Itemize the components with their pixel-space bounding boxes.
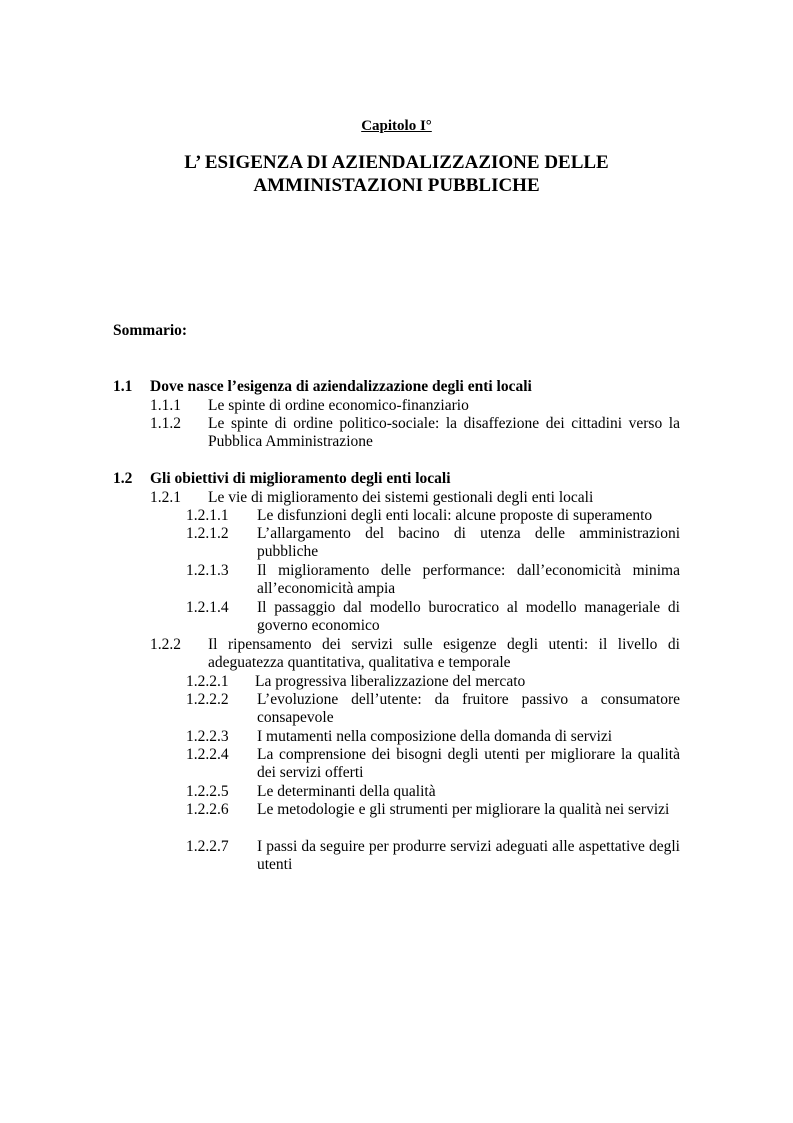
toc-number: 1.2.2.4 bbox=[186, 746, 229, 763]
toc-number: 1.2.1.2 bbox=[186, 525, 229, 542]
toc-number: 1.2.2.3 bbox=[186, 728, 229, 745]
toc-text: Il miglioramento delle performance: dall’economicità minima all’economicità ampia bbox=[257, 562, 680, 597]
toc-number: 1.2.2 bbox=[150, 636, 181, 653]
toc-number: 1.2.2.6 bbox=[186, 801, 229, 818]
toc-text: I mutamenti nella composizione della domanda di servizi bbox=[257, 728, 613, 745]
toc-number: 1.2.1 bbox=[150, 489, 181, 506]
toc-number: 1.2.1.4 bbox=[186, 599, 229, 616]
toc-number: 1.2.2.1 bbox=[186, 673, 229, 690]
toc-text: Le determinanti della qualità bbox=[257, 783, 436, 800]
toc-number: 1.1.1 bbox=[150, 397, 181, 414]
toc-number: 1.2 bbox=[113, 470, 133, 487]
chapter-title-line-1: L’ ESIGENZA DI AZIENDALIZZAZIONE DELLE bbox=[184, 152, 609, 173]
toc-text: Le spinte di ordine politico-sociale: la disaffezione dei cittadini verso la Pubblica Amministrazione bbox=[208, 415, 680, 450]
summary-heading: Sommario: bbox=[113, 322, 188, 339]
toc-number: 1.2.2.5 bbox=[186, 783, 229, 800]
toc-text: Il passaggio dal modello burocratico al modello manageriale di governo economico bbox=[257, 599, 680, 634]
chapter-label: Capitolo I° bbox=[361, 118, 432, 134]
toc-text: Le spinte di ordine economico-finanziario bbox=[208, 397, 469, 414]
toc-text: Le disfunzioni degli enti locali: alcune proposte di superamento bbox=[257, 507, 653, 524]
toc-text: Gli obiettivi di miglioramento degli enti locali bbox=[150, 470, 451, 487]
chapter-title-line-2: AMMINISTAZIONI PUBBLICHE bbox=[253, 175, 540, 196]
toc-text: Le vie di miglioramento dei sistemi gestionali degli enti locali bbox=[208, 489, 594, 506]
toc-text: La progressiva liberalizzazione del mercato bbox=[255, 673, 526, 690]
toc-number: 1.1.2 bbox=[150, 415, 181, 432]
toc-text: Le metodologie e gli strumenti per migliorare la qualità nei servizi bbox=[257, 801, 670, 818]
toc-number: 1.2.2.2 bbox=[186, 691, 229, 708]
toc-number: 1.2.1.1 bbox=[186, 507, 229, 524]
toc-text: Dove nasce l’esigenza di aziendalizzazione degli enti locali bbox=[150, 378, 532, 395]
toc-text: L’allargamento del bacino di utenza delle amministrazioni pubbliche bbox=[257, 525, 680, 560]
toc-text: L’evoluzione dell’utente: da fruitore passivo a consumatore consapevole bbox=[257, 691, 680, 726]
toc-number: 1.2.2.7 bbox=[186, 838, 229, 855]
toc-text: Il ripensamento dei servizi sulle esigenze degli utenti: il livello di adeguatezza quantitativa, qualitativa e temporale bbox=[208, 636, 680, 671]
chapter-title bbox=[0, 151, 793, 197]
toc-text: La comprensione dei bisogni degli utenti per migliorare la qualità dei servizi offerti bbox=[257, 746, 680, 781]
toc-number: 1.2.1.3 bbox=[186, 562, 229, 579]
toc-number: 1.1 bbox=[113, 378, 133, 395]
toc-text: I passi da seguire per produrre servizi adeguati alle aspettative degli utenti bbox=[257, 838, 680, 873]
